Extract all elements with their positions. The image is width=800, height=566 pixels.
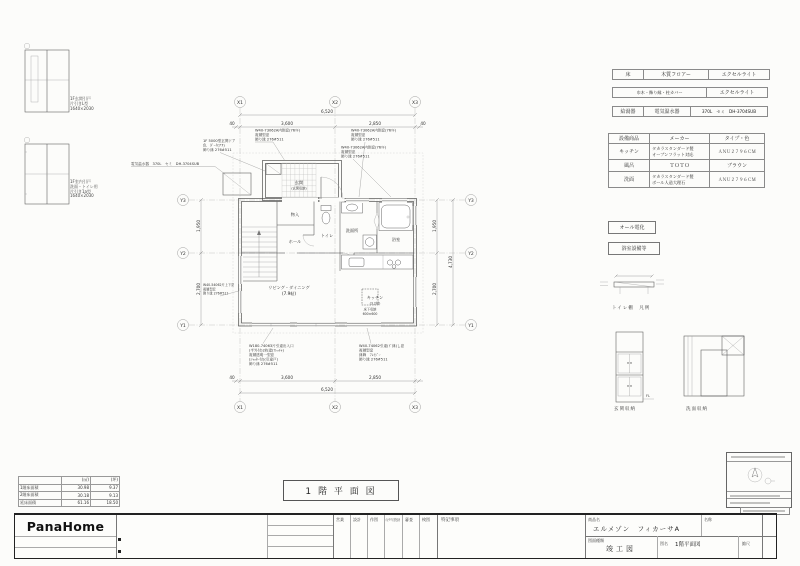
finish-trim-grade: エクセルライト bbox=[707, 88, 768, 98]
bubble-y2-right: Y2 bbox=[468, 251, 474, 257]
equip-kitchen-maker-2: オープンフラット対応 bbox=[652, 151, 694, 157]
label-ldk-size: (7.9帖) bbox=[281, 291, 297, 296]
door2-line1: 1F室内引戸 bbox=[70, 179, 91, 184]
note-win2-l3: 飾り縁 276#511 bbox=[351, 137, 380, 142]
bubble-y3-left: Y3 bbox=[180, 198, 186, 204]
col-interior: ｲﾝﾃﾘｱ設計 bbox=[385, 518, 401, 522]
tb-divider-d bbox=[437, 515, 438, 558]
note-b1-l5: 飾り縁 276#511 bbox=[249, 362, 278, 366]
col-sales: 営業 bbox=[336, 517, 344, 522]
dim-w1-bottom: 3,600 bbox=[281, 375, 293, 380]
tb-hdivider bbox=[585, 536, 776, 537]
name-label: 名称 bbox=[704, 517, 712, 522]
note-b1-l1: W180-74063片引違出入口 bbox=[249, 344, 294, 348]
dim-h2-left: 2,700 bbox=[195, 283, 201, 295]
area-1f-label: 1階床面積 bbox=[19, 484, 62, 492]
dim-total-width-top: 6,520 bbox=[321, 109, 333, 114]
label-kitchen-size: (3.2帖) bbox=[369, 301, 381, 306]
area-2f-m2: 30.18 bbox=[62, 492, 91, 500]
label-floor-storage-size: 600×600 bbox=[362, 312, 378, 316]
dim-w1-top: 3,600 bbox=[281, 121, 293, 126]
door1-line2: 片引きL型 bbox=[70, 100, 89, 106]
note-b1-l3: 複層透明一型窓 bbox=[249, 353, 275, 357]
zumei-value: 1階平面図 bbox=[675, 542, 701, 548]
note-entrydoor-l2: 色 ﾀﾞｰｸ(77) bbox=[203, 143, 225, 148]
tb-divider-a bbox=[116, 515, 117, 558]
heater-label: 給湯器 bbox=[613, 107, 644, 117]
tb-divider-g bbox=[657, 536, 658, 558]
area-total-label: 延床面積 bbox=[19, 499, 62, 507]
sign-col-div-5 bbox=[419, 515, 420, 558]
note-b2-l2: 複層型窓 bbox=[359, 348, 374, 353]
bubble-x1-bottom: X1 bbox=[237, 405, 243, 411]
finish-table-floor bbox=[612, 69, 770, 80]
approval-box bbox=[726, 452, 792, 508]
cabinet-right-caption: 洗面収納 bbox=[686, 407, 708, 412]
equip-bath-maker: ＴＯＴＯ bbox=[650, 160, 710, 172]
door2-label bbox=[70, 180, 98, 199]
note-win3-l1: W40-73062A内倒窓(76ﾘﾁ) bbox=[341, 145, 387, 150]
entry bbox=[266, 163, 343, 199]
note-win3-l2: 複層型窓 bbox=[341, 150, 356, 154]
label-ldk: リビング・ダイニング bbox=[268, 285, 310, 290]
revision-line-2 bbox=[267, 535, 333, 536]
note-win2-l2: 複層型窓 bbox=[351, 133, 366, 137]
area-1f-tsubo: 9.37 bbox=[91, 484, 120, 492]
equip-head-type: タイプ・色 bbox=[710, 134, 765, 144]
dim-margin-bottom-left: 40 bbox=[229, 375, 235, 380]
area-2f-label: 2階床面積 bbox=[19, 492, 62, 500]
scale-label: 縮尺 bbox=[742, 541, 750, 546]
approval-header-text bbox=[731, 456, 785, 458]
bubble-x3-bottom: X3 bbox=[412, 405, 418, 411]
tokki-label: 特記事項 bbox=[441, 518, 459, 523]
logo-divider-1 bbox=[15, 536, 116, 537]
note-left-l3: 飾り縁 276#511 bbox=[203, 291, 229, 296]
note-entrydoor-l1: 1F 5000型玄関ドア bbox=[203, 139, 236, 143]
stamp-mark-2 bbox=[118, 550, 121, 553]
col-review: 審査 bbox=[405, 517, 413, 522]
area-2f-tsubo: 9.13 bbox=[91, 492, 120, 500]
note-win1-l1: W40-73062A内倒窓(76ﾘﾁ) bbox=[255, 128, 301, 133]
zumei-label: 図名 bbox=[660, 541, 668, 546]
label-kitchen: キッチン bbox=[366, 295, 384, 300]
stamp-mark-1 bbox=[118, 538, 121, 541]
revision-line-1 bbox=[267, 525, 333, 526]
finish-floor-material: 木質フロアー bbox=[644, 70, 709, 80]
finish-table-heater bbox=[612, 106, 768, 117]
fl-marker: FL bbox=[646, 394, 650, 398]
area-table bbox=[18, 476, 120, 507]
north-compass-icon bbox=[727, 462, 789, 490]
note-entrydoor-l3: 飾り縁 276#511 bbox=[203, 148, 232, 152]
approval-row2-text bbox=[730, 502, 770, 504]
equipment-table bbox=[608, 133, 765, 188]
bubble-y1-left: Y1 bbox=[180, 323, 186, 329]
product-label: 商品名 bbox=[588, 517, 600, 522]
door-elevation-1 bbox=[22, 42, 102, 138]
door2-line2: 洗面・トイレ用 bbox=[70, 183, 98, 189]
tb-divider-c bbox=[333, 515, 334, 558]
note-b2-l4: 飾り縁 276#511 bbox=[359, 357, 388, 362]
label-floor-storage: 床下収納 bbox=[363, 307, 377, 312]
equip-bath-label: 風呂 bbox=[609, 160, 650, 172]
dimensions bbox=[196, 109, 455, 395]
doc-number-text bbox=[743, 510, 785, 512]
drawing-type-value: 竣工図 bbox=[606, 544, 636, 553]
door-elevation-2 bbox=[22, 136, 102, 212]
bath-equipment-badge: 浴室設備等 bbox=[608, 242, 660, 255]
dim-total-height: 4,730 bbox=[447, 256, 453, 268]
finish-trim-label: 巾木・飾り縁・柱カバー bbox=[613, 88, 707, 98]
note-win2-l1: W40-73062A内倒窓(76ﾘﾁ) bbox=[351, 128, 397, 133]
bubble-x1-top: X1 bbox=[237, 100, 243, 106]
equip-head-item: 設備商品 bbox=[609, 134, 650, 144]
approval-header bbox=[727, 453, 791, 462]
dim-h2-right: 2,700 bbox=[431, 283, 437, 295]
door2-line4: 1640×2030 bbox=[70, 193, 94, 199]
all-electric-badge: オール電化 bbox=[608, 221, 656, 234]
dim-h1-left: 1,950 bbox=[195, 220, 201, 232]
equip-kitchen-type: ＡＮＵ２７９６ＣＭ bbox=[710, 144, 765, 160]
approval-row1-text bbox=[730, 495, 780, 497]
equip-bath-type: ブラウン bbox=[710, 160, 765, 172]
note-left-l1: W40-54062片上下窓 bbox=[203, 283, 235, 287]
label-washroom: 洗面所 bbox=[345, 228, 359, 233]
door1-line3: 1640×2030 bbox=[70, 105, 94, 111]
finish-floor-grade: エクセルライト bbox=[709, 70, 770, 80]
bubble-x2-top: X2 bbox=[332, 100, 338, 106]
note-b1-l2: (半外付)2枚建(ﾌﾚｯﾁｬ) bbox=[249, 348, 284, 353]
note-left-l2: 複層型窓 bbox=[203, 287, 216, 292]
label-genkan-sub: (玄関収納) bbox=[291, 186, 307, 191]
bubble-y1-right: Y1 bbox=[468, 323, 474, 329]
label-toilet: トイレ bbox=[320, 233, 334, 238]
dim-w2-bottom: 2,850 bbox=[369, 375, 381, 380]
door2-line3: 片引き1a型 bbox=[70, 188, 91, 194]
bubble-x3-top: X3 bbox=[412, 100, 418, 106]
equip-head-maker: メーカー bbox=[650, 134, 710, 144]
dim-total-width-bottom: 6,520 bbox=[321, 387, 333, 392]
area-head-m2: (㎡) bbox=[62, 477, 91, 485]
product-name: エルメゾン フィカーサA bbox=[593, 525, 681, 533]
note-heater: 電気温水器 370L セミ DH-3704SUB bbox=[131, 162, 200, 166]
approval-row-2 bbox=[727, 498, 791, 507]
tb-divider-f bbox=[701, 515, 702, 536]
finish-floor-label: 床 bbox=[613, 70, 644, 80]
area-total-m2: 61.16 bbox=[62, 499, 91, 507]
note-win1-l3: 飾り縁 276#511 bbox=[255, 137, 284, 142]
equip-kitchen-maker-1: タカラスタンダード製 bbox=[652, 146, 694, 152]
door1-label bbox=[70, 97, 94, 111]
note-win1-l2: 複層型窓 bbox=[255, 133, 270, 137]
door1-line1: 1F玄関引戸 bbox=[70, 96, 91, 101]
col-check: 検図 bbox=[422, 517, 430, 522]
tb-divider-h bbox=[738, 536, 739, 558]
dim-w2-top: 2,850 bbox=[369, 121, 381, 126]
logo-divider-2 bbox=[15, 547, 116, 548]
equip-wash-label: 洗面 bbox=[609, 172, 650, 188]
area-total-tsubo: 18.50 bbox=[91, 499, 120, 507]
panahome-logo: PanaHome bbox=[26, 519, 105, 534]
eave-outline bbox=[233, 153, 423, 333]
fixtures bbox=[223, 173, 413, 305]
heater-type: 電気温水器 bbox=[644, 107, 691, 117]
dim-h1-right: 1,950 bbox=[431, 220, 437, 232]
col-drafting: 作図 bbox=[370, 517, 378, 522]
sign-col-div-4 bbox=[402, 515, 403, 558]
label-hall: ホール bbox=[288, 239, 302, 244]
equip-kitchen-label: キッチン bbox=[609, 144, 650, 160]
sign-col-div-2 bbox=[367, 515, 368, 558]
cabinet-left-caption: 玄関収納 bbox=[614, 407, 636, 412]
toilet-shelf-caption: トイレ棚 凡例 bbox=[612, 306, 651, 311]
bubble-x2-bottom: X2 bbox=[332, 405, 338, 411]
area-head-blank bbox=[19, 477, 62, 485]
title-block bbox=[14, 513, 777, 559]
toilet-shelf-legend bbox=[598, 270, 668, 304]
area-1f-m2: 30.98 bbox=[62, 484, 91, 492]
cabinet-elevations bbox=[608, 328, 758, 406]
dim-margin-top-right: 40 bbox=[420, 121, 426, 126]
walls bbox=[239, 161, 417, 327]
finish-table-trim bbox=[612, 87, 768, 98]
equip-wash-maker-2: ボール人造大理石 bbox=[652, 179, 686, 185]
sign-col-div-1 bbox=[350, 515, 351, 558]
bubble-y2-left: Y2 bbox=[180, 251, 186, 257]
note-b2-l3: 縁飾 ﾌﾚｲｼﾞｰ bbox=[359, 353, 381, 357]
area-head-tsubo: (坪) bbox=[91, 477, 120, 485]
label-closet: 物入 bbox=[290, 212, 300, 217]
equip-wash-maker-1: タカラスタンダード製 bbox=[652, 174, 694, 180]
revision-line-3 bbox=[267, 546, 333, 547]
col-design: 設計 bbox=[353, 517, 361, 522]
note-b2-l1: W40-74062引違(ﾄﾞ縁)し窓 bbox=[359, 344, 405, 348]
floor-plan bbox=[125, 85, 595, 425]
plan-title-box: 1 階 平 面 図 bbox=[283, 480, 399, 501]
equip-wash-type: ＡＮＵ２７９６ＣＭ bbox=[710, 172, 765, 188]
equip-kitchen-maker bbox=[650, 144, 710, 160]
tb-divider-i bbox=[762, 515, 763, 558]
tb-divider-b bbox=[267, 515, 268, 558]
note-b1-l4: (ｼｬｯﾀｰ付)(引違戸) bbox=[249, 357, 278, 362]
drawing-type-label: 図面種類 bbox=[588, 538, 604, 543]
label-bath: 浴室 bbox=[391, 237, 401, 242]
label-genkan: 玄関 bbox=[294, 180, 304, 185]
dim-margin-top-left: 40 bbox=[229, 121, 235, 126]
stairs bbox=[242, 227, 278, 277]
heater-spec: 370L セミ DH-3704SUB bbox=[691, 107, 768, 117]
equip-wash-maker bbox=[650, 172, 710, 188]
note-win3-l3: 飾り縁 276#511 bbox=[341, 154, 370, 159]
bubble-y3-right: Y3 bbox=[468, 198, 474, 204]
